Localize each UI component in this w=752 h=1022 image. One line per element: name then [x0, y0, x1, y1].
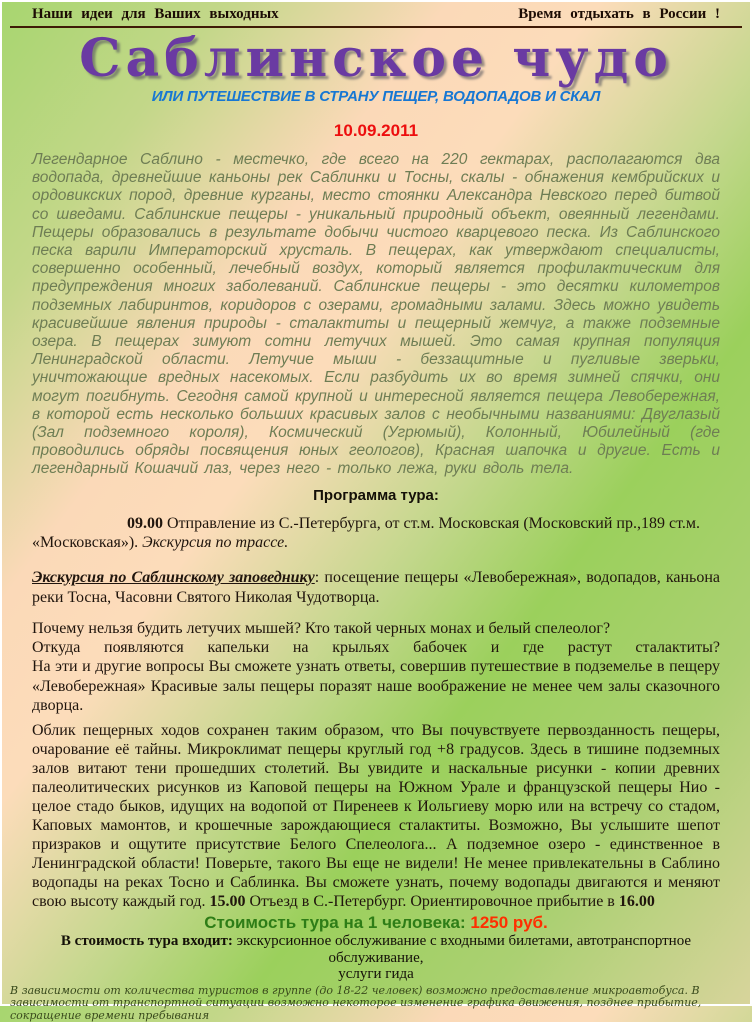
description-paragraph: [32, 721, 720, 911]
program-heading: Программа тура:: [313, 486, 439, 504]
includes-label: В стоимость тура входит:: [60, 933, 233, 950]
excursion-text: : посещение пещеры «Левобережная», водопадов, каньона реки Тосна, Часовни Святого Николая Чудотворца.: [32, 569, 721, 606]
departure-text: Отправление из С.-Петербурга, от ст.м. Московская (Московский пр.,189 ст.м. «Московская»).: [32, 514, 700, 551]
question-line-2: Откуда появляются капельки на крыльях бабочек и где растут сталактиты?: [32, 639, 720, 657]
departure-note: Экскурсия по трассе.: [142, 533, 289, 551]
description-text: Облик пещерных ходов сохранен таким образом, что Вы почувствуете первозданность пещеры, очарование её тайны. Микроклимат пещеры круглый год +8 градусов. Здесь в тишине подземных залов витают тени прошедших столетий. Вы увидите и наскальные рисунки - копии древних палеолитических рисунков из Каповой пещеры на Южном Урале и французской пещеры Нио - целое стадо быков, идущих на водопой от Пиренеев к Иольгиеву морю или на встречу со стадом, Каповых мамонтов, и крошечные зарождающиеся сталактиты. Возможно, Вы услышите шепот призраков и ощутите присутствие Белого Спелеолога... А подземное озеро - единственное в Ленинградской области! Поверьте, такого Вы еще не видели! Не менее привлекательны в Саблино водопады на реках Тосно и Саблинка. Вы сможете узнать, почему водопады двигаются и меняют свою высоту каждый год.: [32, 722, 720, 911]
header-slogan-left: Наши идеи для Ваших выходных: [32, 6, 279, 22]
excursion-title: Экскурсия по Саблинскому заповеднику: [32, 569, 315, 587]
price-line: [2, 913, 750, 932]
departure-paragraph: [32, 514, 720, 553]
question-line-1: Почему нельзя будить летучих мышей? Кто такой черных монах и белый спелеолог?: [32, 619, 611, 637]
price-value: 1250 руб.: [470, 913, 548, 933]
includes-text: экскурсионное обслуживание с входными билетами, автотранспортное обслуживание,: [232, 933, 692, 966]
arrival-time: 16.00: [618, 893, 655, 911]
footnote: В зависимости от количества туристов в группе (до 18-22 человек) возможно предоставление микроавтобуса. В зависимости от транспортной ситуации возможно некоторое изменение графика движения, позднее прибытие, сокращение времени пребывания: [10, 983, 702, 1022]
header-slogan-right: Время отдыхать в России !: [518, 6, 720, 22]
tour-date: 10.09.2011: [333, 121, 419, 140]
description-return-text: Отъезд в С.-Петербург. Ориентировочное прибытие в: [245, 893, 619, 911]
includes-text-2: услуги гида: [338, 966, 414, 983]
intro-paragraph: Легендарное Саблино - местечко, где всего на 220 гектарах, располагаются два водопада, древнейшие каньоны рек Саблинки и Тосны, скалы - обнажения кембрийских и ордовикских пород, древние курганы, место стоянки Александра Невского перед битвой со шведами. Саблинские пещеры - уникальный природный объект, овеянный легендами. Пещеры образовались в результате добычи чистого кварцевого песка. Из Саблинского песка варили Императорский хрусталь. В пещерах, как утверждают специалисты, совершенно особенный, лечебный воздух, который является профилактическим для предупреждения многих заболеваний. Саблинские пещеры - это десятки километров подземных лабиринтов, коридоров с озерами, громадными залами. Здесь можно увидеть красивейшие явления природы - сталактиты и пещерный жемчуг, а также подземные озера. В пещерах зимуют сотни летучих мышей. Это самая крупная популяция Ленинградской области. Летучие мыши - беззащитные и пугливые зверьки, уничтожающие вредных насекомых. Если разбудить их во время зимней спячки, они могут погибнуть. Сегодня самой крупной и интересной является пещера Левобережная, в которой есть несколько больших красивых залов с необычными названиями: Двуглазый (Зал подземного короля), Космический (Угрюмый), Колонный, Юбилейный (где проводились обряды посвящения юных геологов), Красная шапочка и другие. Есть и легендарный Кошачий лаз, через него - только лежа, руки вдоль тела.: [32, 151, 720, 478]
questions-answer: На эти и другие вопросы Вы сможете узнать ответы, совершив путешествие в подземелье в пещеру «Левобережная» Красивые залы пещеры поразят наше воображение не менее чем залы сказочного дворца.: [32, 658, 720, 715]
return-time: 15.00: [209, 893, 246, 911]
excursion-paragraph: [32, 568, 720, 607]
includes-block: [20, 933, 732, 983]
header-bar: [10, 4, 742, 28]
questions-block: [32, 619, 720, 715]
page-title: Саблинское чудо: [79, 28, 673, 89]
page-subtitle: ИЛИ ПУТЕШЕСТВИЕ В СТРАНУ ПЕЩЕР, ВОДОПАДОВ И СКАЛ: [151, 88, 601, 105]
departure-time: 09.00: [127, 514, 163, 532]
price-label: Стоимость тура на 1 человека:: [204, 913, 466, 933]
